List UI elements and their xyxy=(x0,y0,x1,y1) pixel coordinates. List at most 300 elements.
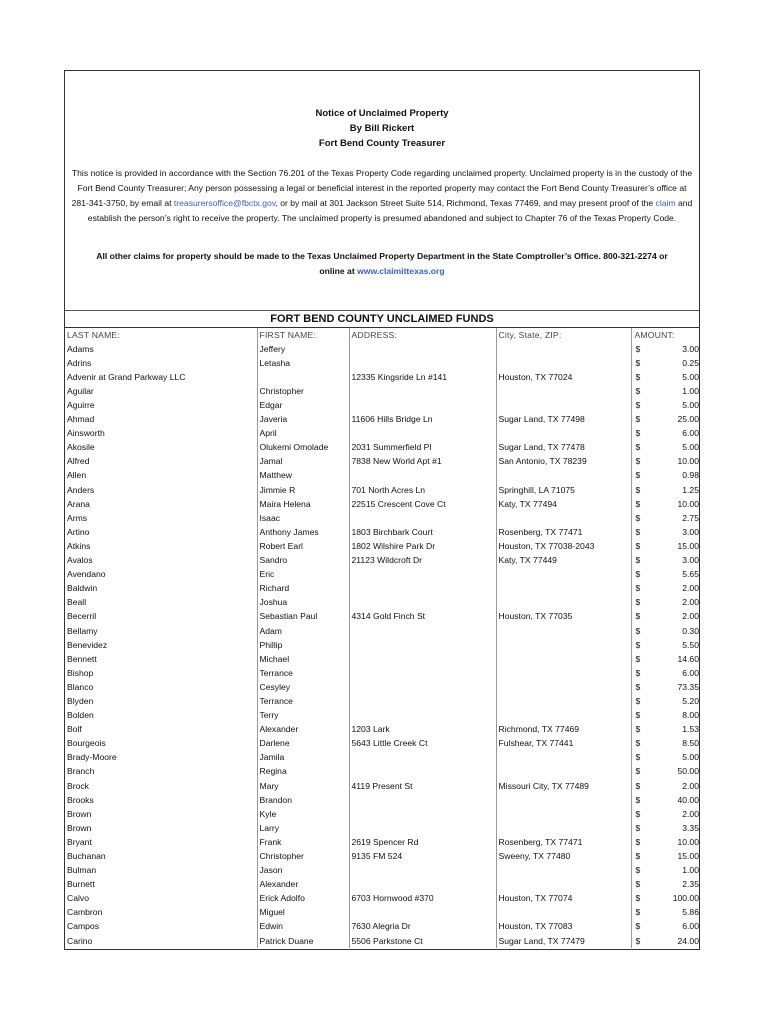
table-row xyxy=(65,582,701,596)
amount-cell xyxy=(631,878,701,892)
table-row xyxy=(65,737,701,751)
amount-cell xyxy=(631,469,701,483)
amount-value: 1.00 xyxy=(682,865,699,876)
address-cell: 2619 Spencer Rd xyxy=(349,835,496,849)
address-cell: 22515 Crescent Cove Ct xyxy=(349,497,496,511)
last-name-cell: Cambron xyxy=(65,906,257,920)
table-row xyxy=(65,427,701,441)
dollar-sign: $ xyxy=(635,555,641,566)
city-cell: Houston, TX 77035 xyxy=(496,610,631,624)
last-name-cell: Brown xyxy=(65,807,257,821)
first-name-cell: Terrance xyxy=(257,694,349,708)
table-row xyxy=(65,680,701,694)
city-cell: Fulshear, TX 77441 xyxy=(496,737,631,751)
last-name-cell: Bellamy xyxy=(65,624,257,638)
address-cell xyxy=(349,469,496,483)
table-row xyxy=(65,511,701,525)
dollar-sign: $ xyxy=(635,935,641,946)
dollar-sign: $ xyxy=(635,808,641,819)
city-cell: Richmond, TX 77469 xyxy=(496,723,631,737)
amount-cell xyxy=(631,779,701,793)
table-row xyxy=(65,878,701,892)
table-row xyxy=(65,469,701,483)
last-name-cell: Artino xyxy=(65,525,257,539)
address-cell: 11606 Hills Bridge Ln xyxy=(349,413,496,427)
amount-value: 1.25 xyxy=(682,484,699,495)
amount-value: 10.00 xyxy=(677,836,699,847)
table-row xyxy=(65,497,701,511)
header-address: ADDRESS: xyxy=(349,328,496,342)
dollar-sign: $ xyxy=(635,836,641,847)
other-claims-text: All other claims for property should be made to the Texas Unclaimed Property Department in the State Comptroller’s Office. 800-321-2274 or online at xyxy=(96,251,668,276)
address-cell: 1802 Wilshire Park Dr xyxy=(349,539,496,553)
amount-cell xyxy=(631,483,701,497)
amount-cell xyxy=(631,370,701,384)
last-name-cell: Bourgeois xyxy=(65,737,257,751)
table-row xyxy=(65,455,701,469)
first-name-cell: Jeffery xyxy=(257,342,349,356)
address-cell: 5643 Little Creek Ct xyxy=(349,737,496,751)
address-cell: 4314 Gold Finch St xyxy=(349,610,496,624)
amount-value: 3.00 xyxy=(682,555,699,566)
last-name-cell: Advenir at Grand Parkway LLC xyxy=(65,370,257,384)
table-row xyxy=(65,694,701,708)
address-cell: 7630 Alegria Dr xyxy=(349,920,496,934)
address-cell: 4119 Present St xyxy=(349,779,496,793)
address-cell xyxy=(349,807,496,821)
address-cell xyxy=(349,680,496,694)
dollar-sign: $ xyxy=(635,695,641,706)
first-name-cell: Letasha xyxy=(257,356,349,370)
first-name-cell: Edgar xyxy=(257,398,349,412)
address-cell: 7838 New World Apt #1 xyxy=(349,455,496,469)
amount-value: 1.00 xyxy=(682,385,699,396)
last-name-cell: Aguilar xyxy=(65,384,257,398)
header-city: City, State, ZIP: xyxy=(496,328,631,342)
table-row xyxy=(65,441,701,455)
first-name-cell: Alexander xyxy=(257,723,349,737)
last-name-cell: Anders xyxy=(65,483,257,497)
first-name-cell: Anthony James xyxy=(257,525,349,539)
city-cell xyxy=(496,807,631,821)
amount-value: 5.65 xyxy=(682,569,699,580)
table-row xyxy=(65,370,701,384)
first-name-cell: Isaac xyxy=(257,511,349,525)
amount-cell xyxy=(631,497,701,511)
first-name-cell: April xyxy=(257,427,349,441)
first-name-cell: Eric xyxy=(257,568,349,582)
amount-cell xyxy=(631,680,701,694)
city-cell: Sweeny, TX 77480 xyxy=(496,849,631,863)
dollar-sign: $ xyxy=(635,540,641,551)
last-name-cell: Blyden xyxy=(65,694,257,708)
address-cell: 9135 FM 524 xyxy=(349,849,496,863)
city-cell xyxy=(496,582,631,596)
amount-cell xyxy=(631,638,701,652)
amount-cell xyxy=(631,398,701,412)
city-cell: Katy, TX 77494 xyxy=(496,497,631,511)
last-name-cell: Allen xyxy=(65,469,257,483)
address-cell: 6703 Hornwood #370 xyxy=(349,892,496,906)
last-name-cell: Blanco xyxy=(65,680,257,694)
amount-value: 1.53 xyxy=(682,724,699,735)
amount-cell xyxy=(631,892,701,906)
last-name-cell: Carino xyxy=(65,934,257,948)
dollar-sign: $ xyxy=(635,667,641,678)
dollar-sign: $ xyxy=(635,611,641,622)
first-name-cell: Alexander xyxy=(257,878,349,892)
city-cell: Sugar Land, TX 77498 xyxy=(496,413,631,427)
amount-cell xyxy=(631,455,701,469)
table-row xyxy=(65,413,701,427)
table-row xyxy=(65,384,701,398)
amount-cell xyxy=(631,793,701,807)
amount-cell xyxy=(631,920,701,934)
amount-value: 5.00 xyxy=(682,442,699,453)
city-cell xyxy=(496,511,631,525)
amount-cell xyxy=(631,441,701,455)
first-name-cell: Regina xyxy=(257,765,349,779)
city-cell xyxy=(496,356,631,370)
amount-value: 0.98 xyxy=(682,470,699,481)
city-cell xyxy=(496,694,631,708)
first-name-cell: Patrick Duane xyxy=(257,934,349,948)
city-cell xyxy=(496,878,631,892)
claimittexas-link[interactable]: www.claimittexas.org xyxy=(357,266,445,276)
first-name-cell xyxy=(257,370,349,384)
table-row xyxy=(65,892,701,906)
address-cell xyxy=(349,878,496,892)
last-name-cell: Adrins xyxy=(65,356,257,370)
first-name-cell: Jimmie R xyxy=(257,483,349,497)
first-name-cell: Javeria xyxy=(257,413,349,427)
dollar-sign: $ xyxy=(635,766,641,777)
city-cell xyxy=(496,596,631,610)
address-cell xyxy=(349,638,496,652)
table-row xyxy=(65,568,701,582)
dollar-sign: $ xyxy=(635,752,641,763)
amount-cell xyxy=(631,751,701,765)
address-cell: 21123 Wildcroft Dr xyxy=(349,554,496,568)
amount-value: 25.00 xyxy=(677,414,699,425)
last-name-cell: Bryant xyxy=(65,835,257,849)
amount-value: 50.00 xyxy=(677,766,699,777)
amount-value: 5.00 xyxy=(682,400,699,411)
dollar-sign: $ xyxy=(635,414,641,425)
last-name-cell: Avendano xyxy=(65,568,257,582)
last-name-cell: Bennett xyxy=(65,652,257,666)
amount-cell xyxy=(631,511,701,525)
address-cell xyxy=(349,821,496,835)
notice-text-2: , or by mail at 301 Jackson Street Suite 514, Richmond, Texas 77469, and may present proof of the xyxy=(275,198,656,208)
table-row xyxy=(65,638,701,652)
address-cell xyxy=(349,398,496,412)
dollar-sign: $ xyxy=(635,893,641,904)
amount-value: 73.35 xyxy=(677,681,699,692)
address-cell xyxy=(349,765,496,779)
dollar-sign: $ xyxy=(635,780,641,791)
email-link[interactable]: treasurersoffice@fbctx.gov xyxy=(173,198,276,208)
table-row xyxy=(65,751,701,765)
dollar-sign: $ xyxy=(635,865,641,876)
amount-value: 0.30 xyxy=(682,625,699,636)
amount-cell xyxy=(631,864,701,878)
address-cell: 1803 Birchbark Court xyxy=(349,525,496,539)
city-cell: Missouri City, TX 77489 xyxy=(496,779,631,793)
table-row xyxy=(65,652,701,666)
funds-title: FORT BEND COUNTY UNCLAIMED FUNDS xyxy=(65,311,699,328)
address-cell xyxy=(349,906,496,920)
last-name-cell: Adams xyxy=(65,342,257,356)
amount-cell xyxy=(631,624,701,638)
amount-value: 2.00 xyxy=(682,780,699,791)
amount-cell xyxy=(631,610,701,624)
notice-office: Fort Bend County Treasurer xyxy=(318,138,446,149)
last-name-cell: Brooks xyxy=(65,793,257,807)
first-name-cell: Robert Earl xyxy=(257,539,349,553)
first-name-cell: Frank xyxy=(257,835,349,849)
amount-value: 10.00 xyxy=(677,498,699,509)
first-name-cell: Jason xyxy=(257,864,349,878)
address-cell xyxy=(349,356,496,370)
notice-text-1: This notice is provided in accordance with the Section 76.201 of the Texas Property Code regarding unclaimed property. Unclaimed property is in the custody of the Fort Bend County Treasurer; Any person possessing a legal or beneficial interest in the reported property may contact the Fort Bend County Treasurer’s office at 281-341-3750, by email at xyxy=(71,168,693,208)
amount-cell xyxy=(631,568,701,582)
first-name-cell: Brandon xyxy=(257,793,349,807)
last-name-cell: Brady-Moore xyxy=(65,751,257,765)
amount-value: 6.00 xyxy=(682,921,699,932)
dollar-sign: $ xyxy=(635,639,641,650)
first-name-cell: Olukemi Omolade xyxy=(257,441,349,455)
table-row xyxy=(65,554,701,568)
amount-cell xyxy=(631,427,701,441)
dollar-sign: $ xyxy=(635,526,641,537)
amount-cell xyxy=(631,709,701,723)
last-name-cell: Bolf xyxy=(65,723,257,737)
amount-cell xyxy=(631,413,701,427)
amount-value: 14.60 xyxy=(677,653,699,664)
dollar-sign: $ xyxy=(635,583,641,594)
address-cell: 12335 Kingsride Ln #141 xyxy=(349,370,496,384)
first-name-cell: Terry xyxy=(257,709,349,723)
city-cell xyxy=(496,469,631,483)
dollar-sign: $ xyxy=(635,428,641,439)
last-name-cell: Burnett xyxy=(65,878,257,892)
city-cell: Rosenberg, TX 77471 xyxy=(496,525,631,539)
table-row xyxy=(65,821,701,835)
claim-link[interactable]: claim xyxy=(655,198,676,208)
dollar-sign: $ xyxy=(635,470,641,481)
first-name-cell: Larry xyxy=(257,821,349,835)
table-row xyxy=(65,934,701,948)
address-cell xyxy=(349,342,496,356)
other-claims-paragraph xyxy=(95,249,669,279)
notice-title-block xyxy=(65,106,699,151)
last-name-cell: Atkins xyxy=(65,539,257,553)
address-cell xyxy=(349,709,496,723)
first-name-cell: Jamal xyxy=(257,455,349,469)
last-name-cell: Calvo xyxy=(65,892,257,906)
amount-cell xyxy=(631,596,701,610)
amount-value: 3.35 xyxy=(682,822,699,833)
dollar-sign: $ xyxy=(635,456,641,467)
first-name-cell: Kyle xyxy=(257,807,349,821)
dollar-sign: $ xyxy=(635,484,641,495)
amount-value: 6.00 xyxy=(682,428,699,439)
amount-value: 40.00 xyxy=(677,794,699,805)
city-cell: Houston, TX 77083 xyxy=(496,920,631,934)
first-name-cell: Maira Helena xyxy=(257,497,349,511)
document-sheet xyxy=(64,70,700,950)
first-name-cell: Joshua xyxy=(257,596,349,610)
address-cell xyxy=(349,864,496,878)
dollar-sign: $ xyxy=(635,921,641,932)
city-cell xyxy=(496,765,631,779)
last-name-cell: Avalos xyxy=(65,554,257,568)
first-name-cell: Erick Adolfo xyxy=(257,892,349,906)
funds-table-body xyxy=(65,342,701,948)
dollar-sign: $ xyxy=(635,625,641,636)
header-last-name: LAST NAME: xyxy=(65,328,257,342)
city-cell: Sugar Land, TX 77479 xyxy=(496,934,631,948)
city-cell xyxy=(496,666,631,680)
table-row xyxy=(65,525,701,539)
amount-value: 15.00 xyxy=(677,540,699,551)
last-name-cell: Bolden xyxy=(65,709,257,723)
address-cell xyxy=(349,694,496,708)
table-row xyxy=(65,398,701,412)
last-name-cell: Beall xyxy=(65,596,257,610)
first-name-cell: Sandro xyxy=(257,554,349,568)
amount-value: 5.00 xyxy=(682,752,699,763)
dollar-sign: $ xyxy=(635,681,641,692)
city-cell: Springhill, LA 71075 xyxy=(496,483,631,497)
city-cell xyxy=(496,638,631,652)
address-cell xyxy=(349,624,496,638)
last-name-cell: Arms xyxy=(65,511,257,525)
address-cell xyxy=(349,652,496,666)
address-cell xyxy=(349,582,496,596)
amount-value: 2.75 xyxy=(682,512,699,523)
first-name-cell: Darlene xyxy=(257,737,349,751)
city-cell: Katy, TX 77449 xyxy=(496,554,631,568)
amount-value: 8.00 xyxy=(682,710,699,721)
amount-cell xyxy=(631,384,701,398)
address-cell xyxy=(349,666,496,680)
dollar-sign: $ xyxy=(635,851,641,862)
last-name-cell: Akosile xyxy=(65,441,257,455)
table-row xyxy=(65,807,701,821)
amount-value: 100.00 xyxy=(672,893,699,904)
table-row xyxy=(65,709,701,723)
amount-cell xyxy=(631,807,701,821)
last-name-cell: Ahmad xyxy=(65,413,257,427)
first-name-cell: Cesyley xyxy=(257,680,349,694)
city-cell xyxy=(496,568,631,582)
dollar-sign: $ xyxy=(635,653,641,664)
first-name-cell: Mary xyxy=(257,779,349,793)
first-name-cell: Miguel xyxy=(257,906,349,920)
table-row xyxy=(65,849,701,863)
city-cell: San Antonio, TX 78239 xyxy=(496,455,631,469)
table-row xyxy=(65,920,701,934)
dollar-sign: $ xyxy=(635,794,641,805)
address-cell xyxy=(349,511,496,525)
dollar-sign: $ xyxy=(635,879,641,890)
amount-value: 0.25 xyxy=(682,357,699,368)
last-name-cell: Alfred xyxy=(65,455,257,469)
city-cell xyxy=(496,342,631,356)
city-cell: Houston, TX 77024 xyxy=(496,370,631,384)
amount-value: 15.00 xyxy=(677,851,699,862)
last-name-cell: Brock xyxy=(65,779,257,793)
city-cell xyxy=(496,624,631,638)
last-name-cell: Bishop xyxy=(65,666,257,680)
city-cell xyxy=(496,398,631,412)
first-name-cell: Jamila xyxy=(257,751,349,765)
first-name-cell: Edwin xyxy=(257,920,349,934)
amount-cell xyxy=(631,666,701,680)
first-name-cell: Adam xyxy=(257,624,349,638)
amount-cell xyxy=(631,737,701,751)
header-amount: AMOUNT: xyxy=(634,329,675,340)
address-cell xyxy=(349,384,496,398)
dollar-sign: $ xyxy=(635,724,641,735)
table-header-row xyxy=(65,328,701,342)
dollar-sign: $ xyxy=(635,371,641,382)
dollar-sign: $ xyxy=(635,385,641,396)
address-cell xyxy=(349,793,496,807)
city-cell xyxy=(496,906,631,920)
city-cell xyxy=(496,680,631,694)
amount-value: 5.20 xyxy=(682,695,699,706)
amount-value: 3.00 xyxy=(682,526,699,537)
amount-value: 24.00 xyxy=(677,935,699,946)
amount-cell xyxy=(631,342,701,356)
address-cell xyxy=(349,751,496,765)
amount-cell xyxy=(631,652,701,666)
amount-value: 2.00 xyxy=(682,611,699,622)
amount-cell xyxy=(631,582,701,596)
table-row xyxy=(65,624,701,638)
amount-cell xyxy=(631,906,701,920)
dollar-sign: $ xyxy=(635,710,641,721)
address-cell: 5506 Parkstone Ct xyxy=(349,934,496,948)
table-row xyxy=(65,342,701,356)
funds-table xyxy=(65,328,701,948)
amount-cell xyxy=(631,835,701,849)
city-cell xyxy=(496,821,631,835)
table-row xyxy=(65,596,701,610)
table-row xyxy=(65,610,701,624)
dollar-sign: $ xyxy=(635,569,641,580)
table-row xyxy=(65,835,701,849)
table-row xyxy=(65,779,701,793)
first-name-cell: Terrance xyxy=(257,666,349,680)
city-cell: Houston, TX 77074 xyxy=(496,892,631,906)
first-name-cell: Sebastian Paul xyxy=(257,610,349,624)
last-name-cell: Baldwin xyxy=(65,582,257,596)
last-name-cell: Arana xyxy=(65,497,257,511)
amount-cell xyxy=(631,723,701,737)
amount-value: 10.00 xyxy=(677,456,699,467)
address-cell: 701 North Acres Ln xyxy=(349,483,496,497)
city-cell xyxy=(496,793,631,807)
header-first-name: FIRST NAME: xyxy=(257,328,349,342)
amount-cell xyxy=(631,821,701,835)
amount-cell xyxy=(631,694,701,708)
first-name-cell: Matthew xyxy=(257,469,349,483)
notice-author: By Bill Rickert xyxy=(349,123,415,134)
